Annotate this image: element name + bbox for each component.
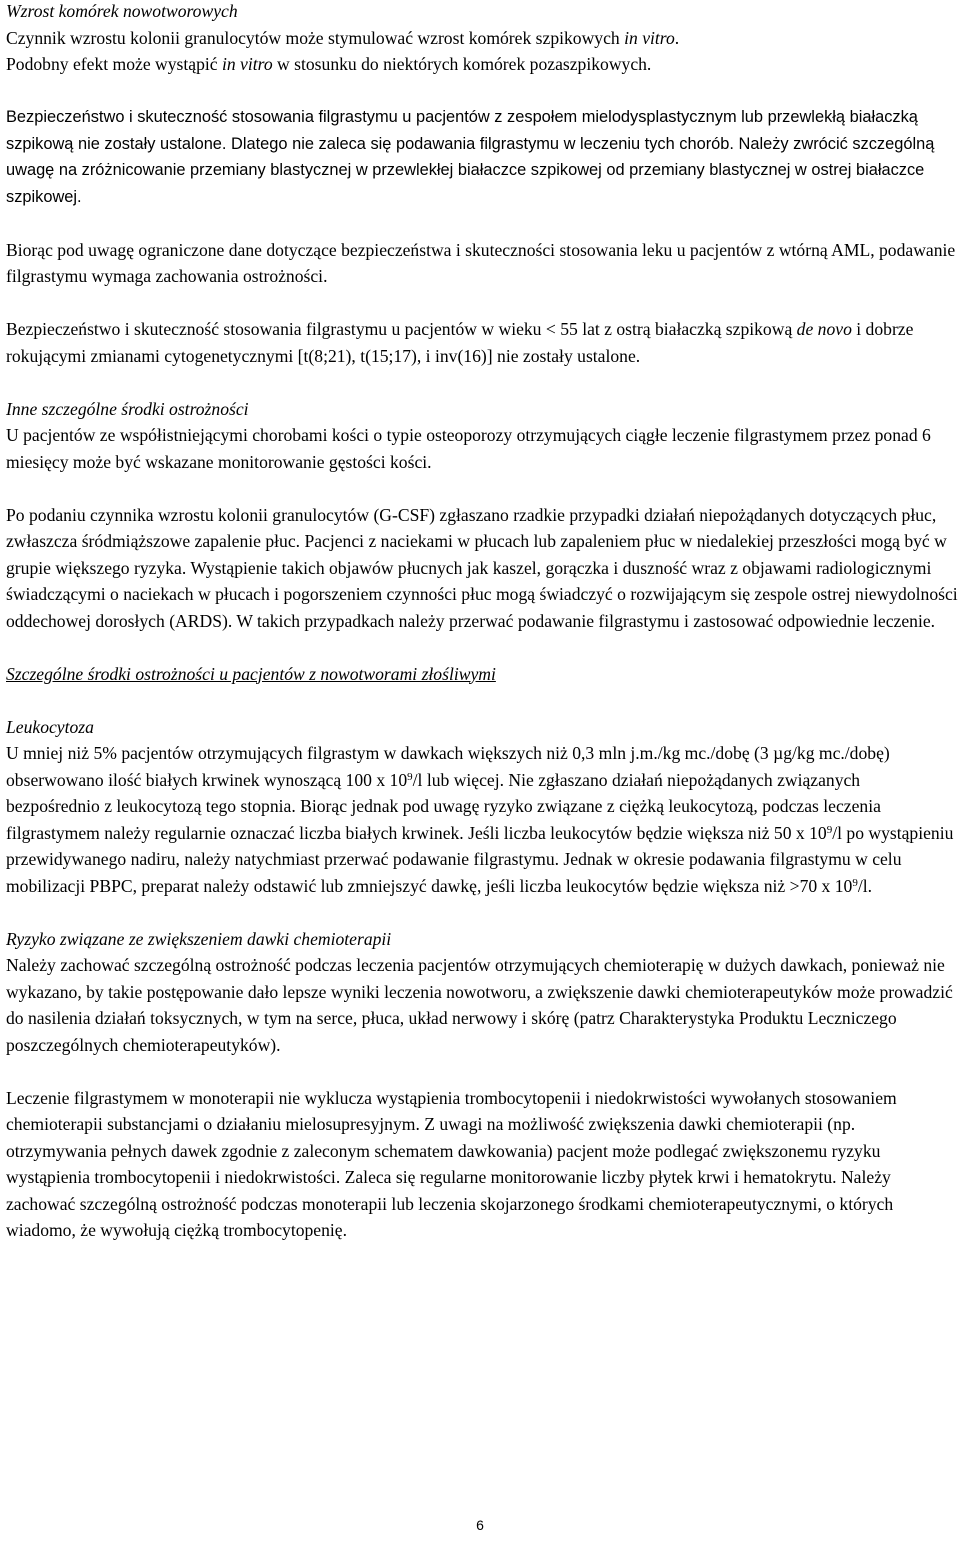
- section-heading-malignancy-precautions: Szczególne środki ostrożności u pacjentów z nowotworami złośliwymi: [6, 663, 496, 684]
- section-heading-dose-escalation: Ryzyko związane ze zwiększeniem dawki chemioterapii: [6, 928, 392, 949]
- paragraph-tumor-growth: [6, 25, 958, 78]
- section-heading-leukocytosis: Leukocytoza: [6, 716, 94, 737]
- text-run: /l.: [857, 875, 873, 896]
- paragraph-dose-escalation: Należy zachować szczególną ostrożność podczas leczenia pacjentów otrzymujących chemioterapię w dużych dawkach, ponieważ nie wykazano, by takie postępowanie dało lepsze wyniki leczenia nowotworu, a zwiększenie dawki chemioterapeutyków może prowadzić do nasilenia działań toksycznych, w tym na serce, płuca, układ nerwowy i skórę (patrz Charakterystyka Produktu Leczniczego poszczególnych chemioterapeutyków).: [6, 955, 953, 1055]
- italic-term: de novo: [796, 319, 852, 339]
- paragraph-leukocytosis: [6, 740, 958, 899]
- spacer: [6, 687, 958, 714]
- text-run: /l po wystąpieniu przewidywanego nadiru, należy natychmiast przerwać podawanie filgrastymu. Jednak w okresie podawania filgrastymu w celu mobilizacji PBPC, preparat należy odstawić lub zmniejszyć dawkę, jeśli liczba leukocytów będzie większa niż >70 x 10: [6, 822, 954, 896]
- italic-term: in vitro: [624, 27, 675, 48]
- document-page: [6, 0, 958, 1244]
- text-run: /l lub więcej. Nie zgłaszano działań niepożądanych związanych bezpośrednio z leukocytozą tego stopnia. Biorąc jednak pod uwagę ryzyko związane z ciężką leukocytozą, podczas leczenia filgrastymem należy regularnie oznaczać liczba białych krwinek. Jeśli liczba leukocytów będzie większa niż 50 x 10: [6, 769, 881, 843]
- spacer: [6, 634, 958, 661]
- paragraph-thrombocytopenia: Leczenie filgrastymem w monoterapii nie wyklucza wystąpienia trombocytopenii i niedokrwistości wywołanych stosowaniem chemioterapii substancjami o działaniu mielosupresyjnym. Z uwagi na możliwość zwiększenia dawki chemioterapii (np. otrzymywania pełnych dawek zgodnie z zaleconym schematem dawkowania) pacjent może podlegać zwiększonemu ryzyku wystąpienia trombocytopenii i niedokrwistości. Zaleca się regularne monitorowanie liczby płytek krwi i hematokrytu. Należy zachować szczególną ostrożność podczas monoterapii lub leczenia skojarzonego środkami chemioterapeutycznymi, o których wiadomo, że wywołują ciężką trombocytopenię.: [6, 1087, 897, 1240]
- spacer: [6, 1058, 958, 1085]
- spacer: [6, 899, 958, 926]
- superscript: 9: [852, 876, 858, 889]
- text-run: Podobny efekt może wystąpić: [6, 54, 222, 74]
- italic-term: in vitro: [221, 54, 273, 74]
- text-run: i dobrze rokującymi zmianami cytogenetycznymi [t(8;21), t(15;17), i inv(16)] nie zostały ustalone.: [6, 319, 914, 366]
- spacer: [6, 369, 958, 396]
- text-run: Bezpieczeństwo i skuteczność stosowania filgrastymu u pacjentów w wieku < 55 lat z ostrą białaczką szpikową: [6, 319, 797, 339]
- paragraph-secondary-aml: Biorąc pod uwagę ograniczone dane dotyczące bezpieczeństwa i skuteczności stosowania leku u pacjentów z wtórną AML, podawanie filgrastymu wymaga zachowania ostrożności.: [6, 239, 956, 286]
- text-run: U mniej niż 5% pacjentów otrzymujących filgrastym w dawkach większych niż 0,3 mln j.m./kg mc./dobę (3 µg/kg mc./dobę) obserwowano ilość białych krwinek wynoszącą 100 x 10: [6, 743, 890, 790]
- paragraph-osteoporosis: U pacjentów ze współistniejącymi chorobami kości o typie osteoporozy otrzymujących ciągłe leczenie filgrastymem przez ponad 6 miesięcy może być wskazane monitorowanie gęstości kości.: [6, 425, 931, 472]
- superscript: 9: [826, 823, 833, 836]
- text-run: Czynnik wzrostu kolonii granulocytów może stymulować wzrost komórek szpikowych: [6, 27, 625, 48]
- text-run: Bezpieczeństwo i skuteczność stosowania filgrastymu u pacjentów z zespołem mielodysplastycznym lub przewlekłą białaczką szpikową nie zostały ustalone. Dlatego nie zaleca się podawania filgrastymu w leczeniu tych chorób. Należy zwrócić szczególną uwagę na zróżnicowanie przemiany blastycznej w przewlekłej białaczce szpikowej od przemiany blastycznej w ostrej białaczce szpikowej.: [6, 108, 935, 206]
- paragraph-de-novo-aml: [6, 316, 958, 369]
- spacer: [6, 78, 958, 105]
- spacer: [6, 290, 958, 317]
- text-run: .: [674, 27, 680, 48]
- spacer: [6, 475, 958, 502]
- section-heading-other-precautions: Inne szczególne środki ostrożności: [6, 398, 249, 419]
- paragraph-pulmonary-effects: Po podaniu czynnika wzrostu kolonii granulocytów (G-CSF) zgłaszano rzadkie przypadki działań niepożądanych dotyczących płuc, zwłaszcza śródmiąższowe zapalenie płuc. Pacjenci z naciekami w płucach lub zapaleniem płuc w niedalekiej przeszłości mogą być w grupie większego ryzyka. Wystąpienie takich objawów płucnych jak kaszel, gorączka i duszność wraz z objawami radiologicznymi świadczącymi o naciekach w płucach i pogorszeniem czynności płuc mogą świadczyć o rozwijającym się zespole ostrej niewydolności oddechowej dorosłych (ARDS). W takich przypadkach należy przerwać podawanie filgrastymu i zastosować odpowiednie leczenie.: [6, 504, 958, 631]
- text-run: w stosunku do niektórych komórek pozaszpikowych.: [272, 54, 652, 74]
- superscript: 9: [407, 770, 413, 783]
- spacer: [6, 210, 958, 237]
- page-number: 6: [476, 1517, 484, 1533]
- section-heading-tumor-growth: Wzrost komórek nowotworowych: [6, 1, 238, 21]
- paragraph-mds-cml: [6, 104, 958, 210]
